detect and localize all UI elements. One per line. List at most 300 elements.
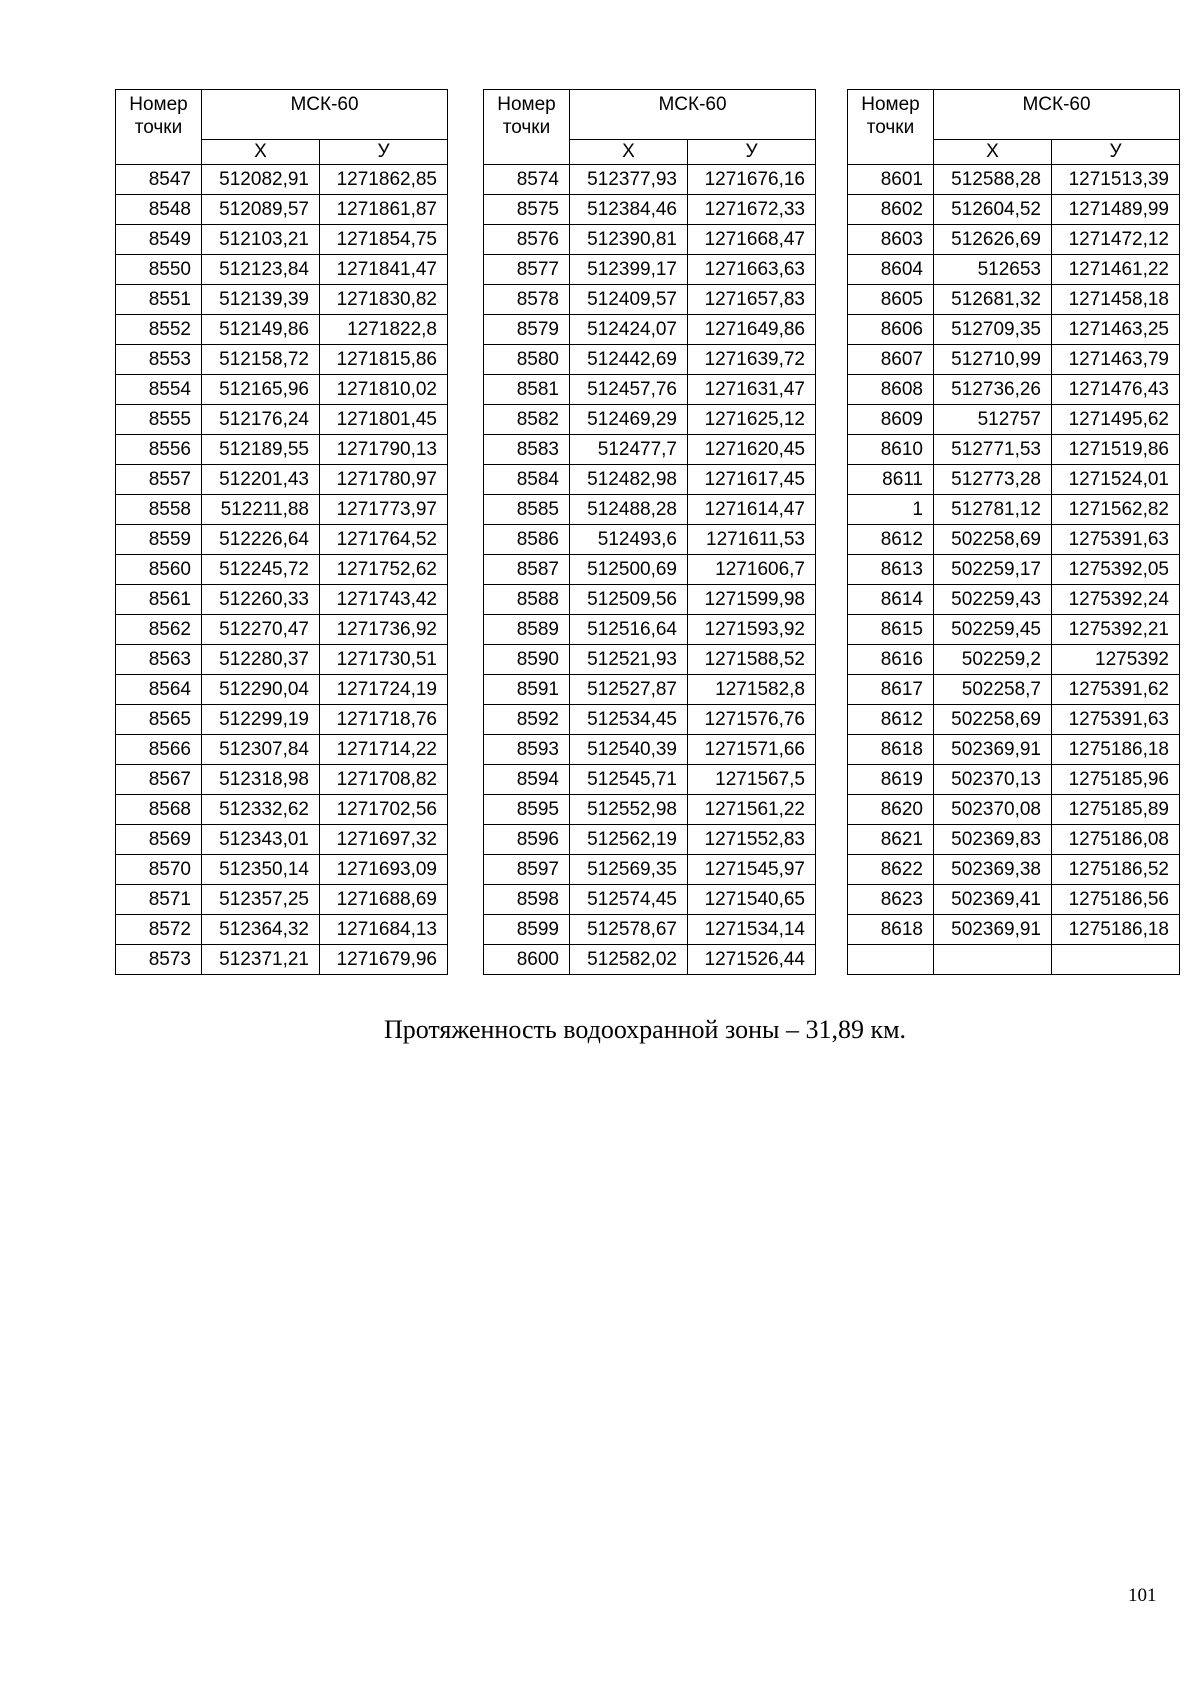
point-number-cell: 8555 (116, 405, 202, 435)
x-coordinate-cell: 502259,43 (934, 585, 1052, 615)
table-row (848, 885, 1180, 915)
coordinates-table-3 (847, 89, 1180, 975)
point-number-header-line2: точки (134, 117, 183, 138)
point-number-cell: 8584 (484, 465, 570, 495)
point-number-cell: 8618 (848, 735, 934, 765)
y-coordinate-cell: 1271463,25 (1052, 315, 1180, 345)
x-coordinate-cell: 502258,69 (934, 705, 1052, 735)
x-coordinate-cell: 512123,84 (202, 255, 320, 285)
point-number-header-line2: точки (866, 117, 915, 138)
point-number-cell: 8581 (484, 375, 570, 405)
point-number-header (484, 90, 570, 165)
x-coordinate-cell: 512371,21 (202, 945, 320, 975)
table-row (484, 585, 816, 615)
x-coordinate-cell: 502259,45 (934, 615, 1052, 645)
table-row (484, 195, 816, 225)
point-number-cell: 8588 (484, 585, 570, 615)
x-coordinate-cell: 502259,17 (934, 555, 1052, 585)
table-row (484, 765, 816, 795)
y-coordinate-cell: 1271472,12 (1052, 225, 1180, 255)
x-coordinate-cell: 502259,2 (934, 645, 1052, 675)
table-row (484, 375, 816, 405)
table-row (116, 825, 448, 855)
point-number-cell: 8585 (484, 495, 570, 525)
coordinates-table-1 (115, 89, 448, 975)
point-number-cell: 8600 (484, 945, 570, 975)
x-coordinate-cell: 512545,71 (570, 765, 688, 795)
x-coordinate-cell: 512773,28 (934, 465, 1052, 495)
x-coordinate-cell: 512082,91 (202, 165, 320, 195)
x-coordinate-cell: 512176,24 (202, 405, 320, 435)
y-coordinate-cell: 1271668,47 (688, 225, 816, 255)
y-coordinate-cell: 1271830,82 (320, 285, 448, 315)
point-number-cell: 8605 (848, 285, 934, 315)
x-coordinate-cell: 512562,19 (570, 825, 688, 855)
x-coordinate-cell: 512521,93 (570, 645, 688, 675)
y-coordinate-cell: 1271801,45 (320, 405, 448, 435)
y-coordinate-cell: 1271614,47 (688, 495, 816, 525)
point-number-cell: 8572 (116, 915, 202, 945)
x-coordinate-cell: 512390,81 (570, 225, 688, 255)
x-coordinate-cell: 512343,01 (202, 825, 320, 855)
table-row (484, 165, 816, 195)
y-coordinate-cell: 1271822,8 (320, 315, 448, 345)
table-row (116, 915, 448, 945)
table-row (484, 855, 816, 885)
table-row (484, 315, 816, 345)
point-number-cell: 8604 (848, 255, 934, 285)
point-number-cell: 8620 (848, 795, 934, 825)
y-coordinate-cell: 1275186,08 (1052, 825, 1180, 855)
x-coordinate-cell: 512540,39 (570, 735, 688, 765)
x-coordinate-cell: 512290,04 (202, 675, 320, 705)
point-number-cell: 8591 (484, 675, 570, 705)
table-row (116, 855, 448, 885)
y-coordinate-cell: 1271476,43 (1052, 375, 1180, 405)
y-coordinate-cell: 1271617,45 (688, 465, 816, 495)
y-coordinate-cell: 1275186,18 (1052, 735, 1180, 765)
table-row (848, 255, 1180, 285)
y-coordinate-cell: 1271693,09 (320, 855, 448, 885)
x-coordinate-cell: 512736,26 (934, 375, 1052, 405)
x-coordinate-cell: 512516,64 (570, 615, 688, 645)
point-number-cell: 8595 (484, 795, 570, 825)
point-number-cell: 8599 (484, 915, 570, 945)
y-coordinate-cell: 1271458,18 (1052, 285, 1180, 315)
table-row (848, 315, 1180, 345)
y-coordinate-cell: 1275391,63 (1052, 705, 1180, 735)
x-coordinate-cell: 512710,99 (934, 345, 1052, 375)
table-row (116, 735, 448, 765)
point-number-cell: 8597 (484, 855, 570, 885)
x-coordinate-cell: 512569,35 (570, 855, 688, 885)
y-coordinate-cell: 1271708,82 (320, 765, 448, 795)
point-number-cell: 8602 (848, 195, 934, 225)
y-coordinate-cell: 1271657,83 (688, 285, 816, 315)
table-row (116, 945, 448, 975)
table-row (848, 705, 1180, 735)
table-row (116, 645, 448, 675)
table-row (848, 435, 1180, 465)
x-coordinate-cell: 502369,38 (934, 855, 1052, 885)
table-row (484, 255, 816, 285)
point-number-cell: 8608 (848, 375, 934, 405)
point-number-cell: 8612 (848, 525, 934, 555)
x-coordinate-cell: 512488,28 (570, 495, 688, 525)
x-coordinate-cell: 512211,88 (202, 495, 320, 525)
point-number-cell: 8613 (848, 555, 934, 585)
x-header: Х (202, 140, 320, 165)
point-number-cell: 8559 (116, 525, 202, 555)
table-row (848, 945, 1180, 975)
point-number-cell: 8579 (484, 315, 570, 345)
table-row (848, 465, 1180, 495)
point-number-cell: 8587 (484, 555, 570, 585)
table-row (116, 165, 448, 195)
y-coordinate-cell: 1271684,13 (320, 915, 448, 945)
table-row (848, 675, 1180, 705)
y-coordinate-cell: 1271780,97 (320, 465, 448, 495)
table-row (848, 165, 1180, 195)
y-coordinate-cell: 1271672,33 (688, 195, 816, 225)
point-number-cell: 8558 (116, 495, 202, 525)
x-coordinate-cell: 502369,91 (934, 915, 1052, 945)
point-number-cell: 8556 (116, 435, 202, 465)
y-coordinate-cell: 1275392,05 (1052, 555, 1180, 585)
table-row (116, 555, 448, 585)
x-coordinate-cell: 512509,56 (570, 585, 688, 615)
x-header: Х (934, 140, 1052, 165)
table-row (484, 495, 816, 525)
table-row (848, 525, 1180, 555)
table-row (116, 525, 448, 555)
y-coordinate-cell: 1271519,86 (1052, 435, 1180, 465)
table-row (484, 465, 816, 495)
point-number-cell: 8562 (116, 615, 202, 645)
point-number-cell: 8580 (484, 345, 570, 375)
point-number-cell: 8568 (116, 795, 202, 825)
coordinate-system-header: МСК-60 (202, 90, 448, 140)
x-header: Х (570, 140, 688, 165)
y-coordinate-cell: 1275185,96 (1052, 765, 1180, 795)
point-number-cell: 8565 (116, 705, 202, 735)
x-coordinate-cell: 512709,35 (934, 315, 1052, 345)
table-row (116, 345, 448, 375)
x-coordinate-cell (934, 945, 1052, 975)
y-coordinate-cell: 1271730,51 (320, 645, 448, 675)
table-row (848, 825, 1180, 855)
y-coordinate-cell: 1275391,63 (1052, 525, 1180, 555)
x-coordinate-cell: 512307,84 (202, 735, 320, 765)
point-number-cell: 8552 (116, 315, 202, 345)
table-row (484, 705, 816, 735)
x-coordinate-cell: 512442,69 (570, 345, 688, 375)
point-number-cell: 8618 (848, 915, 934, 945)
table-row (116, 585, 448, 615)
y-coordinate-cell: 1271764,52 (320, 525, 448, 555)
coordinate-system-header: МСК-60 (570, 90, 816, 140)
point-number-cell: 8619 (848, 765, 934, 795)
y-coordinate-cell: 1271649,86 (688, 315, 816, 345)
y-coordinate-cell: 1275185,89 (1052, 795, 1180, 825)
x-coordinate-cell: 512280,37 (202, 645, 320, 675)
y-coordinate-cell: 1271540,65 (688, 885, 816, 915)
y-coordinate-cell: 1271461,22 (1052, 255, 1180, 285)
x-coordinate-cell: 512270,47 (202, 615, 320, 645)
point-number-cell: 8574 (484, 165, 570, 195)
table-row (848, 225, 1180, 255)
point-number-cell: 8592 (484, 705, 570, 735)
table-row (848, 285, 1180, 315)
table-row (484, 735, 816, 765)
point-number-cell: 8586 (484, 525, 570, 555)
point-number-cell: 8548 (116, 195, 202, 225)
point-number-cell: 8612 (848, 705, 934, 735)
point-number-cell (848, 945, 934, 975)
x-coordinate-cell: 512165,96 (202, 375, 320, 405)
point-number-cell: 8575 (484, 195, 570, 225)
y-coordinate-cell: 1271513,39 (1052, 165, 1180, 195)
y-coordinate-cell: 1271552,83 (688, 825, 816, 855)
table-row (848, 615, 1180, 645)
y-coordinate-cell: 1271676,16 (688, 165, 816, 195)
table-row (116, 375, 448, 405)
x-coordinate-cell: 512384,46 (570, 195, 688, 225)
y-coordinate-cell: 1271702,56 (320, 795, 448, 825)
y-coordinate-cell: 1271688,69 (320, 885, 448, 915)
y-coordinate-cell: 1271611,53 (688, 525, 816, 555)
table-row (484, 675, 816, 705)
table-row (116, 405, 448, 435)
point-number-cell: 8564 (116, 675, 202, 705)
x-coordinate-cell: 502258,7 (934, 675, 1052, 705)
table-row (848, 855, 1180, 885)
table-row (116, 705, 448, 735)
y-coordinate-cell: 1275392,24 (1052, 585, 1180, 615)
y-coordinate-cell: 1275391,62 (1052, 675, 1180, 705)
point-number-cell: 8553 (116, 345, 202, 375)
table-row (848, 645, 1180, 675)
point-number-cell: 8583 (484, 435, 570, 465)
x-coordinate-cell: 512299,19 (202, 705, 320, 735)
water-protection-zone-length: Протяженность водоохранной зоны – 31,89 км. (383, 1015, 907, 1044)
table-row (484, 405, 816, 435)
x-coordinate-cell: 512424,07 (570, 315, 688, 345)
y-coordinate-cell: 1271810,02 (320, 375, 448, 405)
x-coordinate-cell: 512578,67 (570, 915, 688, 945)
x-coordinate-cell: 512158,72 (202, 345, 320, 375)
point-number-cell: 8550 (116, 255, 202, 285)
x-coordinate-cell: 512493,6 (570, 525, 688, 555)
y-coordinate-cell: 1271567,5 (688, 765, 816, 795)
y-coordinate-cell: 1271854,75 (320, 225, 448, 255)
table-row (848, 345, 1180, 375)
point-number-cell: 1 (848, 495, 934, 525)
table-row (848, 735, 1180, 765)
x-coordinate-cell: 512527,87 (570, 675, 688, 705)
y-coordinate-cell: 1271593,92 (688, 615, 816, 645)
y-coordinate-cell: 1271599,98 (688, 585, 816, 615)
coordinate-system-header: МСК-60 (934, 90, 1180, 140)
point-number-cell: 8557 (116, 465, 202, 495)
y-coordinate-cell: 1271790,13 (320, 435, 448, 465)
x-coordinate-cell: 512103,21 (202, 225, 320, 255)
table-row (116, 765, 448, 795)
point-number-cell: 8563 (116, 645, 202, 675)
y-header: У (1052, 140, 1180, 165)
point-number-cell: 8582 (484, 405, 570, 435)
point-number-cell: 8623 (848, 885, 934, 915)
point-number-cell: 8607 (848, 345, 934, 375)
y-coordinate-cell: 1275392 (1052, 645, 1180, 675)
y-coordinate-cell: 1271862,85 (320, 165, 448, 195)
x-coordinate-cell: 512781,12 (934, 495, 1052, 525)
table-row (116, 435, 448, 465)
y-coordinate-cell: 1275186,52 (1052, 855, 1180, 885)
y-coordinate-cell: 1271625,12 (688, 405, 816, 435)
y-coordinate-cell: 1271562,82 (1052, 495, 1180, 525)
x-coordinate-cell: 512318,98 (202, 765, 320, 795)
y-coordinate-cell: 1271663,63 (688, 255, 816, 285)
x-coordinate-cell: 512089,57 (202, 195, 320, 225)
point-number-header-line1: Номер (861, 94, 920, 115)
table-row (848, 765, 1180, 795)
x-coordinate-cell: 512201,43 (202, 465, 320, 495)
point-number-cell: 8549 (116, 225, 202, 255)
point-number-cell: 8567 (116, 765, 202, 795)
point-number-cell: 8610 (848, 435, 934, 465)
y-coordinate-cell: 1271724,19 (320, 675, 448, 705)
x-coordinate-cell: 512757 (934, 405, 1052, 435)
table-row (116, 885, 448, 915)
table-row (848, 915, 1180, 945)
x-coordinate-cell: 512604,52 (934, 195, 1052, 225)
table-row (116, 285, 448, 315)
page-number: 101 (1128, 1585, 1157, 1606)
point-number-header-line2: точки (502, 117, 551, 138)
table-row (116, 255, 448, 285)
point-number-header-line1: Номер (497, 94, 556, 115)
x-coordinate-cell: 512552,98 (570, 795, 688, 825)
point-number-cell: 8598 (484, 885, 570, 915)
x-coordinate-cell: 512500,69 (570, 555, 688, 585)
point-number-cell: 8621 (848, 825, 934, 855)
x-coordinate-cell: 502258,69 (934, 525, 1052, 555)
y-coordinate-cell: 1271841,47 (320, 255, 448, 285)
y-coordinate-cell: 1271714,22 (320, 735, 448, 765)
table-row (484, 885, 816, 915)
y-coordinate-cell: 1271545,97 (688, 855, 816, 885)
y-coordinate-cell: 1271736,92 (320, 615, 448, 645)
table-row (116, 465, 448, 495)
point-number-cell: 8596 (484, 825, 570, 855)
point-number-cell: 8571 (116, 885, 202, 915)
table-row (484, 345, 816, 375)
table-row (116, 615, 448, 645)
point-number-cell: 8554 (116, 375, 202, 405)
y-coordinate-cell: 1271524,01 (1052, 465, 1180, 495)
x-coordinate-cell: 512582,02 (570, 945, 688, 975)
x-coordinate-cell: 512377,93 (570, 165, 688, 195)
y-coordinate-cell: 1271773,97 (320, 495, 448, 525)
y-coordinate-cell: 1271495,62 (1052, 405, 1180, 435)
x-coordinate-cell: 502370,13 (934, 765, 1052, 795)
x-coordinate-cell: 502369,41 (934, 885, 1052, 915)
x-coordinate-cell: 512260,33 (202, 585, 320, 615)
y-coordinate-cell: 1275186,56 (1052, 885, 1180, 915)
point-number-cell: 8578 (484, 285, 570, 315)
table-row (848, 195, 1180, 225)
table-row (848, 495, 1180, 525)
x-coordinate-cell: 512653 (934, 255, 1052, 285)
point-number-cell: 8561 (116, 585, 202, 615)
point-number-cell: 8614 (848, 585, 934, 615)
coordinates-table-2 (483, 89, 816, 975)
y-coordinate-cell: 1271526,44 (688, 945, 816, 975)
y-coordinate-cell: 1271534,14 (688, 915, 816, 945)
y-coordinate-cell: 1271631,47 (688, 375, 816, 405)
table-row (484, 795, 816, 825)
y-header: У (320, 140, 448, 165)
point-number-cell: 8590 (484, 645, 570, 675)
table-row (848, 375, 1180, 405)
x-coordinate-cell: 502369,83 (934, 825, 1052, 855)
table-row (484, 825, 816, 855)
y-coordinate-cell: 1271861,87 (320, 195, 448, 225)
y-header: У (688, 140, 816, 165)
point-number-cell: 8615 (848, 615, 934, 645)
x-coordinate-cell: 512534,45 (570, 705, 688, 735)
x-coordinate-cell: 512409,57 (570, 285, 688, 315)
point-number-cell: 8547 (116, 165, 202, 195)
table-row (848, 555, 1180, 585)
y-coordinate-cell: 1271639,72 (688, 345, 816, 375)
x-coordinate-cell: 512477,7 (570, 435, 688, 465)
y-coordinate-cell: 1271752,62 (320, 555, 448, 585)
table-row (116, 495, 448, 525)
point-number-cell: 8576 (484, 225, 570, 255)
point-number-cell: 8589 (484, 615, 570, 645)
point-number-cell: 8551 (116, 285, 202, 315)
table-row (484, 435, 816, 465)
x-coordinate-cell: 512139,39 (202, 285, 320, 315)
x-coordinate-cell: 512350,14 (202, 855, 320, 885)
x-coordinate-cell: 512332,62 (202, 795, 320, 825)
point-number-header (116, 90, 202, 165)
x-coordinate-cell: 512574,45 (570, 885, 688, 915)
table-row (116, 195, 448, 225)
table-row (116, 315, 448, 345)
x-coordinate-cell: 512226,64 (202, 525, 320, 555)
x-coordinate-cell: 512681,32 (934, 285, 1052, 315)
table-row (116, 795, 448, 825)
y-coordinate-cell: 1271489,99 (1052, 195, 1180, 225)
x-coordinate-cell: 512189,55 (202, 435, 320, 465)
point-number-cell: 8560 (116, 555, 202, 585)
point-number-cell: 8617 (848, 675, 934, 705)
y-coordinate-cell: 1271718,76 (320, 705, 448, 735)
point-number-cell: 8594 (484, 765, 570, 795)
point-number-cell: 8609 (848, 405, 934, 435)
table-row (484, 285, 816, 315)
y-coordinate-cell (1052, 945, 1180, 975)
y-coordinate-cell: 1271561,22 (688, 795, 816, 825)
x-coordinate-cell: 512482,98 (570, 465, 688, 495)
y-coordinate-cell: 1271582,8 (688, 675, 816, 705)
table-row (484, 945, 816, 975)
y-coordinate-cell: 1271463,79 (1052, 345, 1180, 375)
table-row (848, 405, 1180, 435)
